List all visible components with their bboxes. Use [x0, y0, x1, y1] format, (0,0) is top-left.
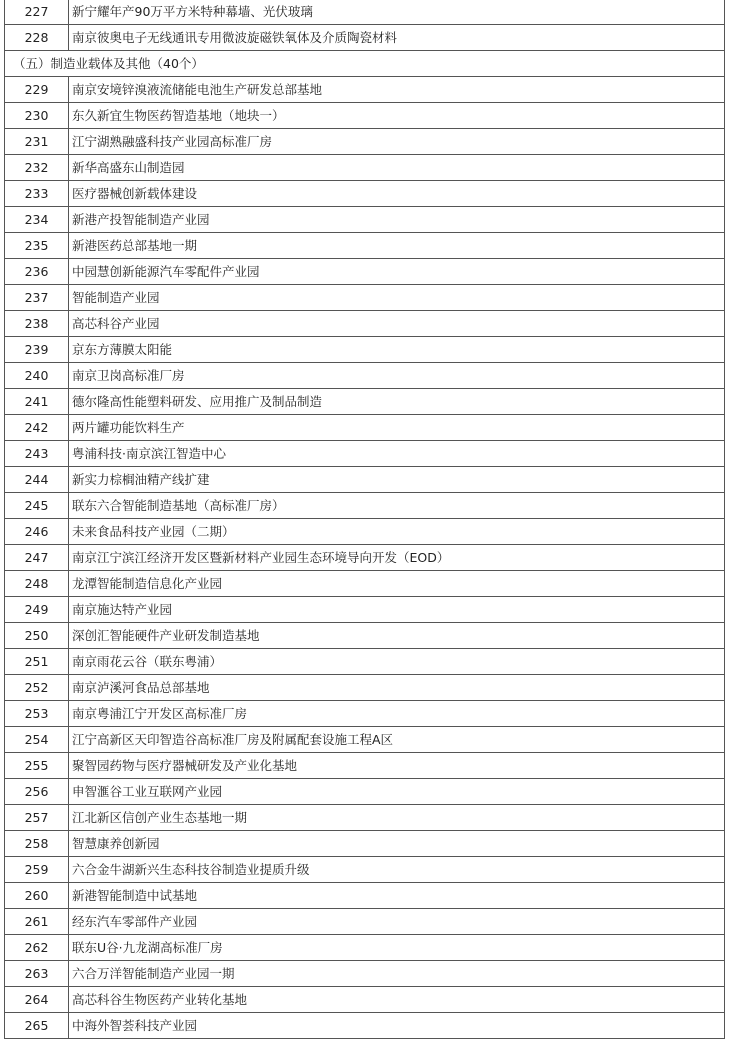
table-row [5, 493, 725, 519]
project-name: 南京粤浦江宁开发区高标准厂房 [69, 701, 725, 727]
table-row [5, 571, 725, 597]
project-name: 智能制造产业园 [69, 285, 725, 311]
row-number: 238 [5, 311, 69, 337]
table-row [5, 77, 725, 103]
table-row [5, 519, 725, 545]
table-row [5, 233, 725, 259]
row-number: 235 [5, 233, 69, 259]
table-row [5, 103, 725, 129]
project-table-body [5, 0, 725, 1039]
table-row [5, 285, 725, 311]
table-row [5, 909, 725, 935]
row-number: 258 [5, 831, 69, 857]
project-name: 联东六合智能制造基地（高标准厂房） [69, 493, 725, 519]
row-number: 243 [5, 441, 69, 467]
project-name: 医疗器械创新载体建设 [69, 181, 725, 207]
project-name: 江宁湖熟融盛科技产业园高标准厂房 [69, 129, 725, 155]
row-number: 228 [5, 25, 69, 51]
project-list-sheet [4, 0, 724, 1039]
project-name: 粤浦科技·南京滨江智造中心 [69, 441, 725, 467]
table-row [5, 207, 725, 233]
row-number: 263 [5, 961, 69, 987]
row-number: 262 [5, 935, 69, 961]
project-name: 江宁高新区天印智造谷高标准厂房及附属配套设施工程A区 [69, 727, 725, 753]
table-row [5, 467, 725, 493]
project-table [4, 0, 725, 1039]
project-name: 新港医药总部基地一期 [69, 233, 725, 259]
table-row [5, 0, 725, 25]
project-name: 深创汇智能硬件产业研发制造基地 [69, 623, 725, 649]
table-row [5, 415, 725, 441]
table-row [5, 129, 725, 155]
table-row [5, 623, 725, 649]
row-number: 244 [5, 467, 69, 493]
project-name: 未来食品科技产业园（二期） [69, 519, 725, 545]
table-row [5, 311, 725, 337]
row-number: 259 [5, 857, 69, 883]
table-row [5, 337, 725, 363]
row-number: 253 [5, 701, 69, 727]
table-row [5, 857, 725, 883]
section-title: （五）制造业载体及其他（40个） [5, 51, 725, 77]
project-name: 南京卫岗高标准厂房 [69, 363, 725, 389]
row-number: 265 [5, 1013, 69, 1039]
table-row [5, 389, 725, 415]
table-row [5, 1013, 725, 1039]
project-name: 六合万洋智能制造产业园一期 [69, 961, 725, 987]
table-row [5, 805, 725, 831]
row-number: 241 [5, 389, 69, 415]
project-name: 中园慧创新能源汽车零配件产业园 [69, 259, 725, 285]
project-name: 新港智能制造中试基地 [69, 883, 725, 909]
row-number: 249 [5, 597, 69, 623]
row-number: 255 [5, 753, 69, 779]
project-name: 智慧康养创新园 [69, 831, 725, 857]
section-header-row [5, 51, 725, 77]
project-name: 聚智园药物与医疗器械研发及产业化基地 [69, 753, 725, 779]
row-number: 260 [5, 883, 69, 909]
row-number: 257 [5, 805, 69, 831]
table-row [5, 883, 725, 909]
project-name: 经东汽车零部件产业园 [69, 909, 725, 935]
table-row [5, 259, 725, 285]
row-number: 254 [5, 727, 69, 753]
project-name: 南京雨花云谷（联东粤浦） [69, 649, 725, 675]
project-name: 申智滙谷工业互联网产业园 [69, 779, 725, 805]
project-name: 南京彼奥电子无线通讯专用微波旋磁铁氧体及介质陶瓷材料 [69, 25, 725, 51]
project-name: 德尔隆高性能塑料研发、应用推广及制品制造 [69, 389, 725, 415]
project-name: 南京施达特产业园 [69, 597, 725, 623]
project-name: 高芯科谷产业园 [69, 311, 725, 337]
row-number: 229 [5, 77, 69, 103]
table-row [5, 779, 725, 805]
table-row [5, 961, 725, 987]
project-name: 高芯科谷生物医药产业转化基地 [69, 987, 725, 1013]
row-number: 248 [5, 571, 69, 597]
project-name: 东久新宜生物医药智造基地（地块一） [69, 103, 725, 129]
table-row [5, 181, 725, 207]
project-name: 新实力棕榈油精产线扩建 [69, 467, 725, 493]
table-row [5, 25, 725, 51]
table-row [5, 155, 725, 181]
table-row [5, 987, 725, 1013]
row-number: 232 [5, 155, 69, 181]
table-row [5, 597, 725, 623]
row-number: 261 [5, 909, 69, 935]
row-number: 240 [5, 363, 69, 389]
project-name: 龙潭智能制造信息化产业园 [69, 571, 725, 597]
project-name: 两片罐功能饮料生产 [69, 415, 725, 441]
row-number: 233 [5, 181, 69, 207]
row-number: 234 [5, 207, 69, 233]
project-name: 新港产投智能制造产业园 [69, 207, 725, 233]
row-number: 236 [5, 259, 69, 285]
project-name: 六合金牛湖新兴生态科技谷制造业提质升级 [69, 857, 725, 883]
table-row [5, 649, 725, 675]
project-name: 江北新区信创产业生态基地一期 [69, 805, 725, 831]
row-number: 250 [5, 623, 69, 649]
table-row [5, 753, 725, 779]
project-name: 京东方薄膜太阳能 [69, 337, 725, 363]
row-number: 264 [5, 987, 69, 1013]
table-row [5, 545, 725, 571]
row-number: 239 [5, 337, 69, 363]
project-name: 联东U谷·九龙湖高标准厂房 [69, 935, 725, 961]
project-name: 新华高盛东山制造园 [69, 155, 725, 181]
row-number: 251 [5, 649, 69, 675]
project-name: 南京泸溪河食品总部基地 [69, 675, 725, 701]
table-row [5, 441, 725, 467]
table-row [5, 935, 725, 961]
table-row [5, 701, 725, 727]
row-number: 245 [5, 493, 69, 519]
row-number: 246 [5, 519, 69, 545]
table-row [5, 363, 725, 389]
project-name: 南京安境锌溴液流储能电池生产研发总部基地 [69, 77, 725, 103]
table-row [5, 675, 725, 701]
row-number: 230 [5, 103, 69, 129]
row-number: 231 [5, 129, 69, 155]
table-row [5, 727, 725, 753]
row-number: 256 [5, 779, 69, 805]
row-number: 237 [5, 285, 69, 311]
project-name: 中海外智荟科技产业园 [69, 1013, 725, 1039]
project-name: 南京江宁滨江经济开发区暨新材料产业园生态环境导向开发（EOD） [69, 545, 725, 571]
row-number: 227 [5, 0, 69, 25]
project-name: 新宁耀年产90万平方米特种幕墙、光伏玻璃 [69, 0, 725, 25]
row-number: 247 [5, 545, 69, 571]
table-row [5, 831, 725, 857]
row-number: 242 [5, 415, 69, 441]
row-number: 252 [5, 675, 69, 701]
